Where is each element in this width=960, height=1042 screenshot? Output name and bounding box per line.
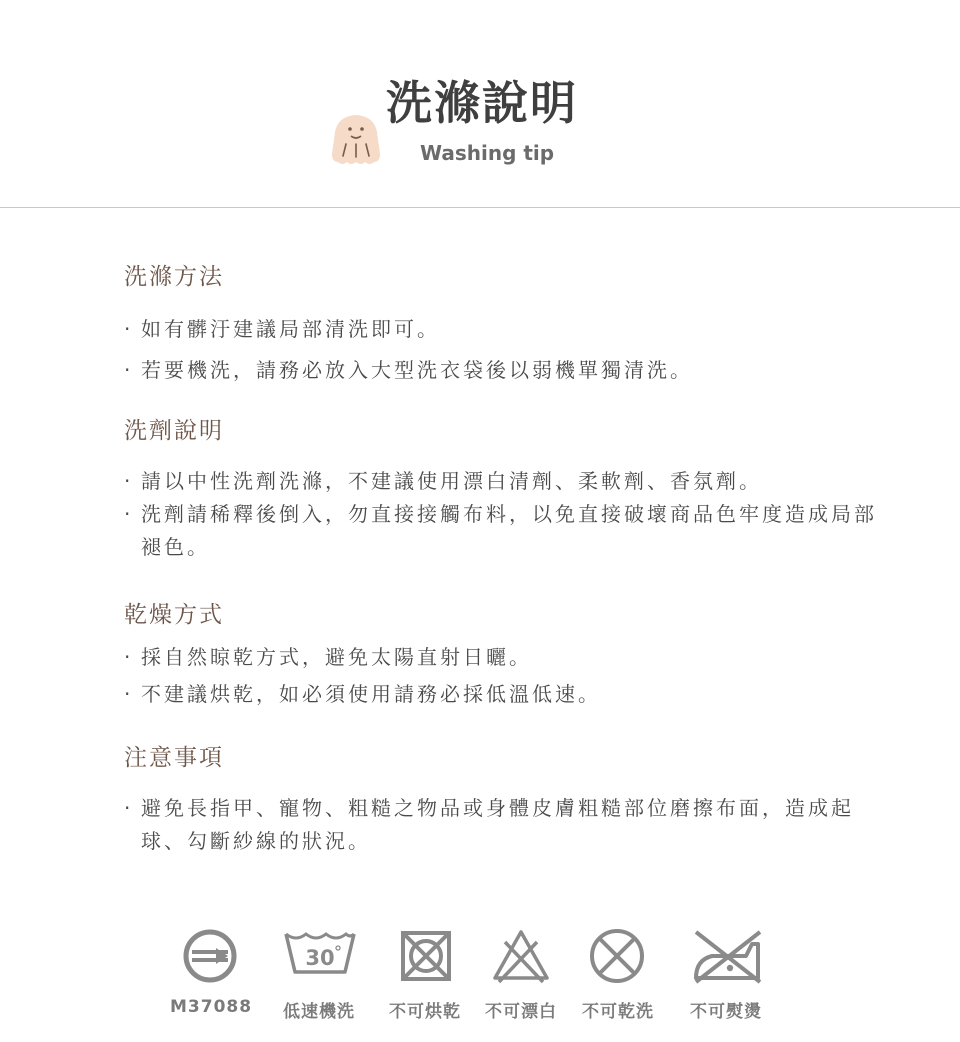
header-divider: [0, 207, 960, 208]
list-item: · 洗劑請稀釋後倒入，勿直接接觸布料，以免直接破壞商品色牢度造成局部褪色。: [124, 498, 884, 564]
page-title: 洗滌說明: [386, 76, 578, 130]
section-detergent: [124, 420, 884, 564]
care-icons: [0, 920, 960, 1030]
care-label: 低速機洗: [283, 1002, 355, 1022]
section-notes: [124, 747, 884, 858]
section-heading: 注意事項: [124, 745, 224, 771]
list-item: · 若要機洗，請務必放入大型洗衣袋後以弱機單獨清洗。: [124, 354, 884, 387]
list-item: · 避免長指甲、寵物、粗糙之物品或身體皮膚粗糙部位磨擦布面，造成起球、勾斷紗線的狀況。: [124, 792, 884, 858]
mascot-icon: [326, 110, 386, 168]
no-iron-icon: [690, 928, 764, 984]
section-drying: [124, 604, 884, 711]
list-item: · 不建議烘乾，如必須使用請務必採低溫低速。: [124, 678, 884, 711]
care-label: 不可乾洗: [582, 1002, 654, 1022]
bsmi-mark-icon: [182, 928, 238, 984]
care-label: M37088: [170, 997, 253, 1017]
section-heading: 乾燥方式: [124, 602, 224, 628]
no-tumble-dry-icon: [398, 928, 454, 984]
section-heading: 洗劑說明: [124, 418, 224, 444]
page-subtitle: Washing tip: [420, 141, 555, 165]
header: [0, 0, 960, 208]
section-heading: 洗滌方法: [124, 264, 224, 290]
no-dry-clean-icon: [588, 927, 646, 985]
care-label: 不可熨燙: [690, 1002, 762, 1022]
wash-30-icon: [283, 930, 357, 978]
no-bleach-icon: [491, 928, 551, 984]
list-item: · 如有髒汙建議局部清洗即可。: [124, 313, 884, 346]
care-label: 不可烘乾: [389, 1002, 461, 1022]
section-washing-method: [124, 266, 884, 387]
list-item: · 採自然晾乾方式，避免太陽直射日曬。: [124, 641, 884, 674]
list-item: · 請以中性洗劑洗滌，不建議使用漂白清劑、柔軟劑、香氛劑。: [124, 465, 884, 498]
care-label: 不可漂白: [485, 1002, 557, 1022]
wash-temperature: 30: [305, 946, 335, 970]
